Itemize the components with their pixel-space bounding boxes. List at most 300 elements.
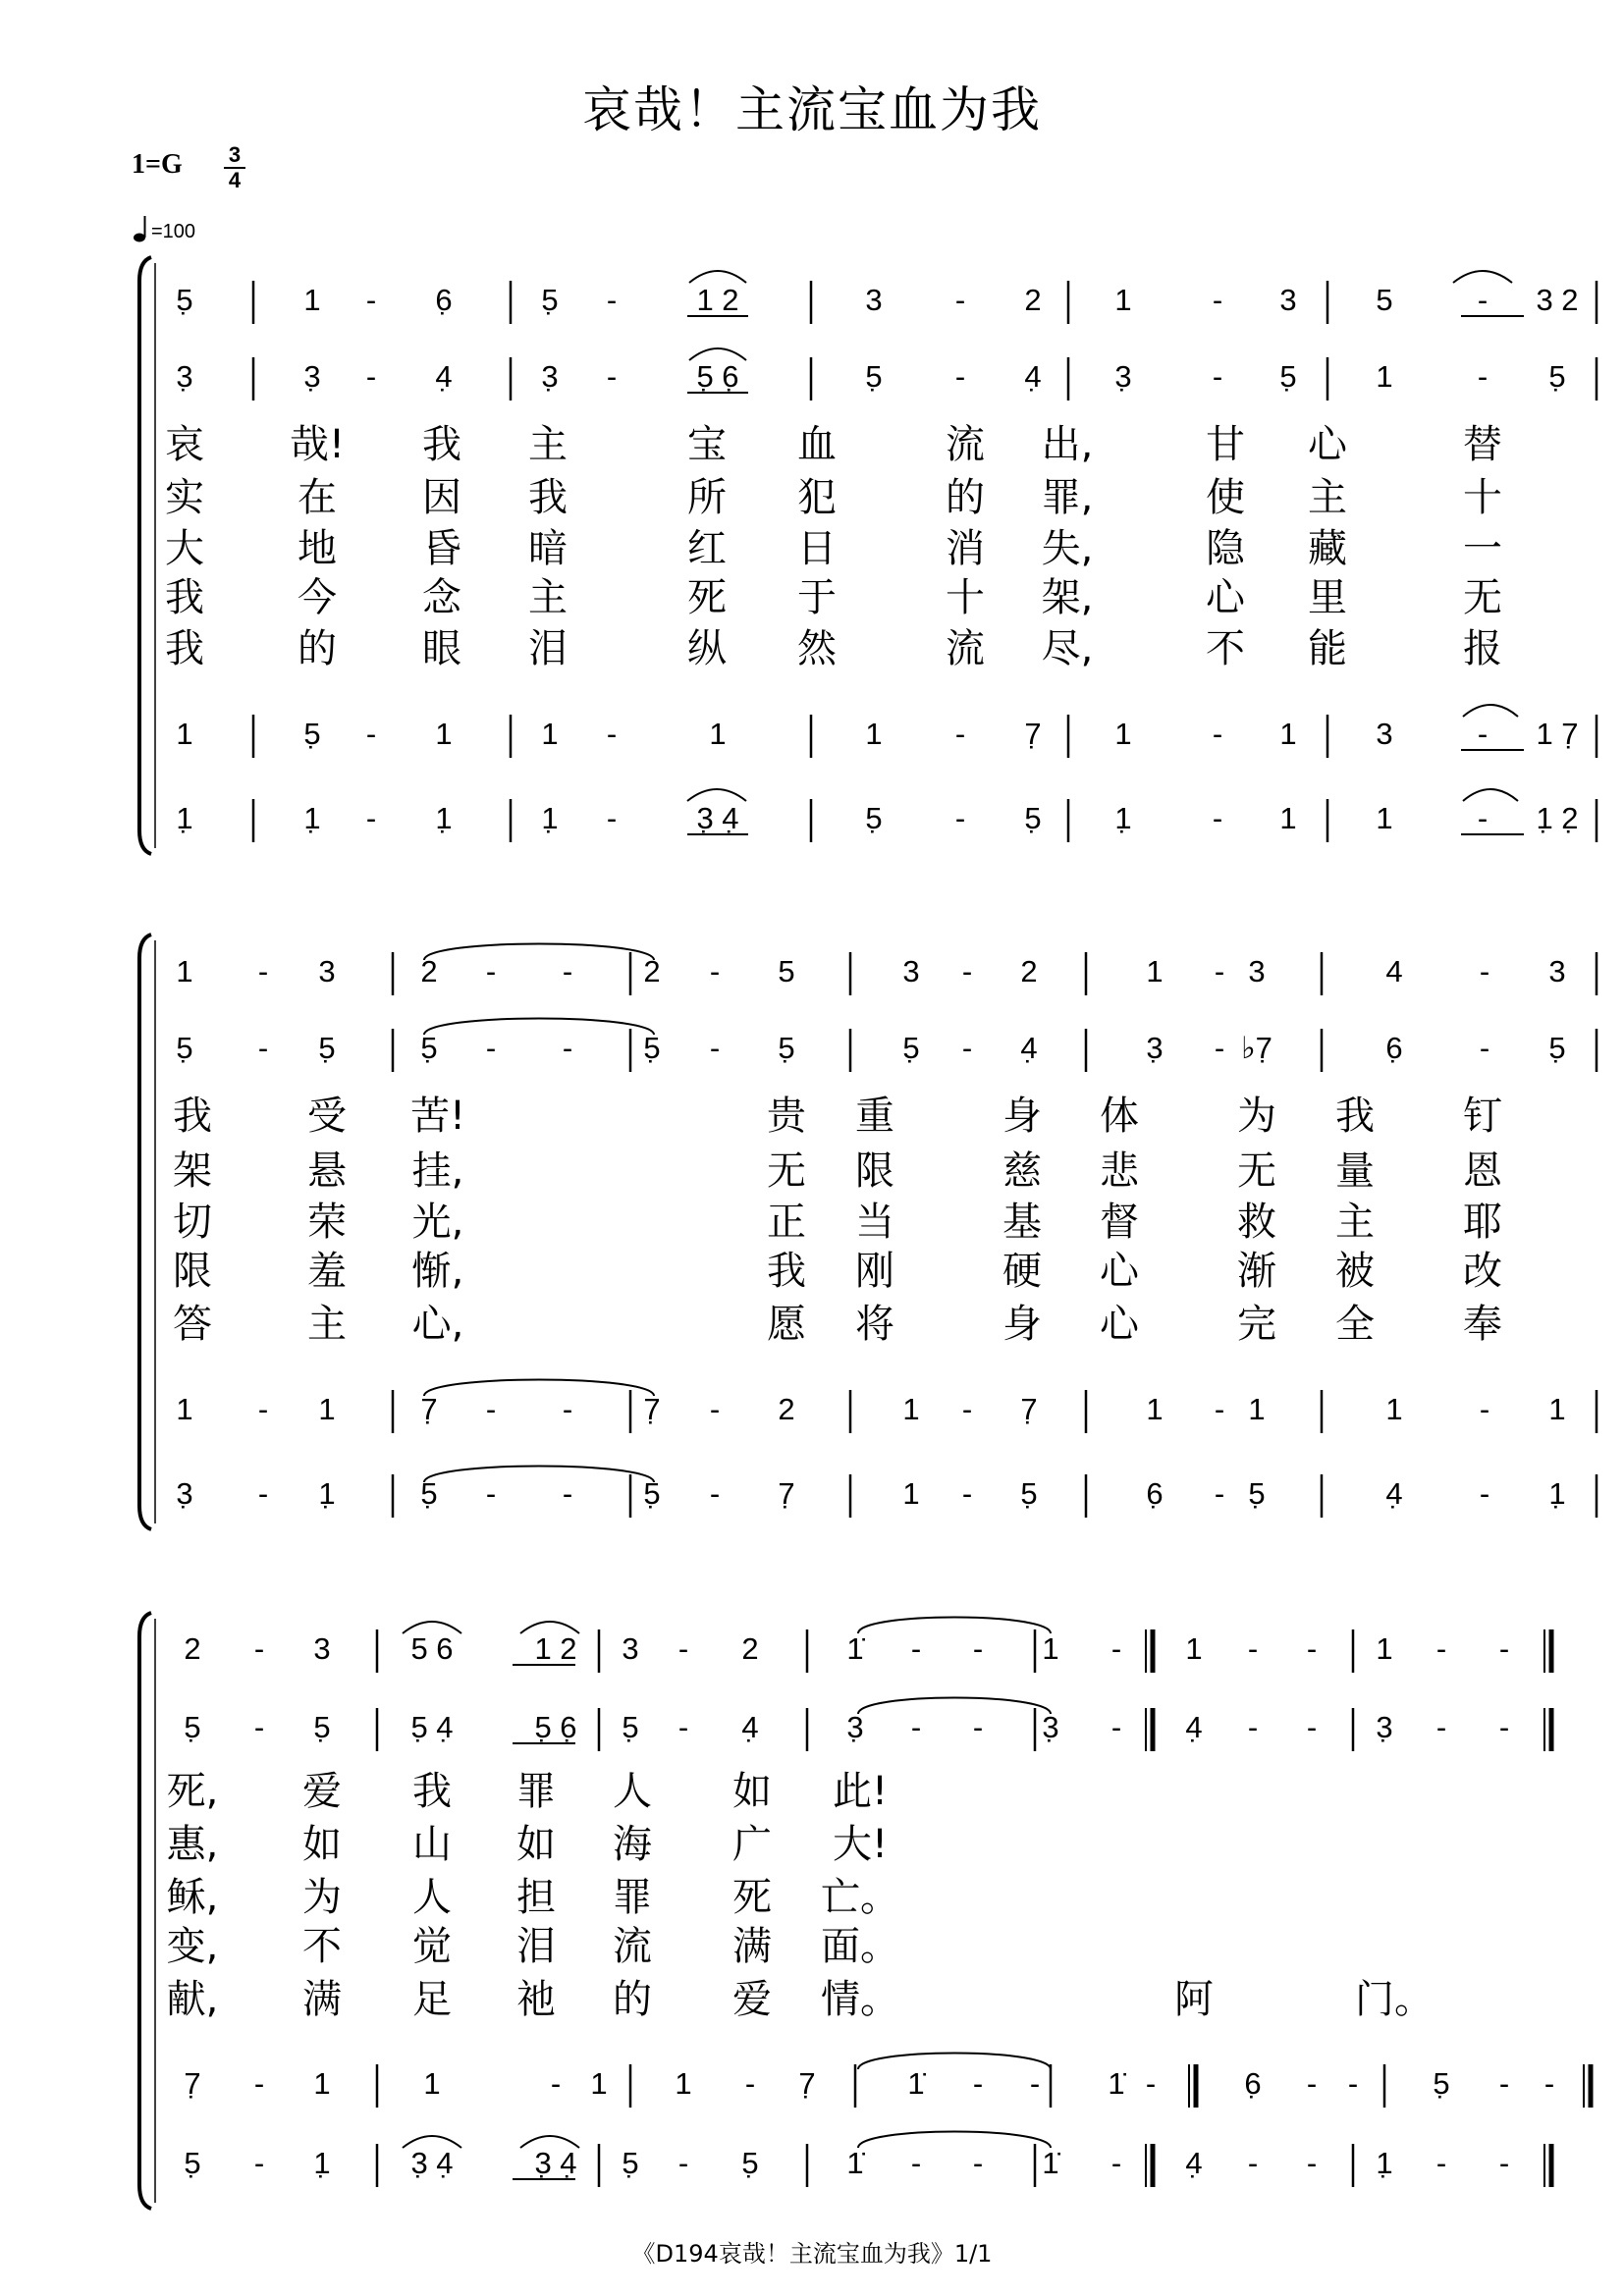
alto-token (1248, 1710, 1258, 1744)
bass-token (176, 1476, 192, 1511)
bass-token (622, 2146, 638, 2180)
lyric: 山 (412, 1822, 452, 1867)
bass-token (563, 1476, 572, 1511)
note: - (606, 283, 618, 317)
note: 4̣ (1185, 2146, 1203, 2180)
lyric: 藏 (1308, 526, 1347, 571)
bass-token (1248, 2146, 1258, 2180)
note: 1 (865, 717, 883, 751)
lyric: 无 (767, 1148, 806, 1194)
note: 1̣ (303, 801, 321, 835)
note: 1 (1248, 1392, 1266, 1426)
lyric: 稣, (166, 1875, 219, 1920)
alto-token (1024, 359, 1041, 394)
lyric: 完 (1237, 1302, 1276, 1347)
tie-arc (858, 2054, 1051, 2070)
lyric: 尽, (1041, 626, 1094, 671)
lyric: 地 (298, 526, 337, 571)
note: 6̣ (435, 283, 453, 317)
note: - (961, 1392, 973, 1426)
bass-token (1376, 2146, 1392, 2180)
alto-token (1376, 359, 1392, 394)
note: 4̣ (1185, 1710, 1203, 1744)
lyric: 答 (173, 1302, 212, 1347)
note: 1 (541, 717, 559, 751)
bass-token (1279, 801, 1296, 835)
tenor-token (962, 1392, 972, 1426)
note: 1̇ (1042, 2146, 1059, 2180)
note: - (257, 1476, 269, 1511)
tenor-token (1020, 1392, 1037, 1426)
note: 3̣ 4̣ (410, 2146, 454, 2180)
lyric: 主 (1308, 475, 1347, 520)
note: 7̣ (1024, 717, 1042, 751)
note: 1 (902, 1476, 920, 1511)
soprano-token (1307, 1631, 1317, 1666)
note: - (253, 1631, 265, 1666)
alto-token (1548, 1031, 1565, 1065)
tenor-token (955, 717, 965, 751)
lyric: 无 (1463, 575, 1502, 620)
alto-token (1544, 1708, 1551, 1751)
bass-token (973, 2146, 983, 2180)
lyric: 救 (1237, 1200, 1276, 1245)
alto-token (176, 359, 192, 394)
note: 2 (184, 1631, 201, 1666)
bass-token (1548, 1476, 1565, 1511)
note: 3̣ (541, 359, 559, 394)
lyric: 消 (946, 526, 985, 571)
soprano-token (607, 283, 617, 317)
lyric: 体 (1100, 1094, 1139, 1139)
note: - (485, 954, 497, 988)
alto-token (1499, 1710, 1509, 1744)
note: 1 (313, 2066, 331, 2101)
soprano-token (1376, 283, 1392, 317)
alto-token (420, 1031, 437, 1065)
note: - (562, 954, 573, 988)
tenor-token (435, 717, 452, 751)
tenor-token (313, 2066, 330, 2101)
note: 1̇ (907, 2066, 925, 2101)
lyric: 然 (797, 626, 837, 671)
bass-token (1146, 1476, 1163, 1511)
lyric: 的 (613, 1977, 652, 2022)
note: - (1214, 954, 1225, 988)
alto-token (1146, 1031, 1163, 1065)
note: - (1214, 1392, 1225, 1426)
note: 4̣ (1020, 1031, 1038, 1065)
note: - (954, 801, 966, 835)
lyric: 面。 (821, 1924, 899, 1969)
lyric: 失, (1041, 526, 1094, 571)
note: 1 (1185, 1631, 1203, 1666)
tenor-token (745, 2066, 755, 2101)
system-2 (139, 934, 1503, 1529)
note: 1 (590, 2066, 608, 2101)
tenor-token (420, 1392, 437, 1426)
note: - (910, 1631, 922, 1666)
alto-token (410, 1710, 453, 1744)
alto-token (1020, 1031, 1037, 1065)
note: 4̣ (1385, 1476, 1403, 1511)
soprano-token (258, 954, 268, 988)
bass-token (303, 801, 320, 835)
note: 3 (318, 954, 336, 988)
note: 1̣ (313, 2146, 331, 2180)
lyric: 泪 (528, 626, 568, 671)
lyric: 如 (516, 1822, 556, 1867)
bass-token (678, 2146, 688, 2180)
note: - (1479, 1476, 1490, 1511)
note: - (1306, 1710, 1318, 1744)
lyric: 情。 (821, 1977, 899, 2022)
note: - (954, 359, 966, 394)
lyric: 心 (1308, 422, 1347, 467)
note: 5 6 (410, 1631, 454, 1666)
lyric: 担 (516, 1875, 556, 1920)
note: 2 (643, 954, 661, 988)
tenor-token (1108, 2066, 1126, 2101)
note: 1 (176, 717, 193, 751)
lyric: 主 (528, 422, 568, 467)
note: - (954, 283, 966, 317)
alto-token (1385, 1031, 1402, 1065)
note: ♭7̣ (1241, 1031, 1272, 1065)
tenor-token (1536, 717, 1578, 751)
tenor-token (865, 717, 882, 751)
note: - (253, 1710, 265, 1744)
alto-token (318, 1031, 335, 1065)
bass-token (1436, 2146, 1446, 2180)
note: 6̣ (1385, 1031, 1403, 1065)
lyric: 限 (855, 1148, 894, 1194)
lyric: 流 (946, 422, 985, 467)
note: 7̣ (1020, 1392, 1038, 1426)
alto-token (534, 1710, 576, 1744)
bass-token (962, 1476, 972, 1511)
bass-token (1215, 1476, 1224, 1511)
soprano-token (1480, 954, 1489, 988)
soprano-token (1024, 283, 1041, 317)
lyric: 满 (732, 1924, 772, 1969)
bass-token (741, 2146, 758, 2180)
lyric: 觉 (412, 1924, 452, 1969)
bass-token (696, 801, 738, 835)
soprano-token (1111, 1631, 1121, 1666)
system-bracket (139, 257, 151, 854)
alto-token (902, 1031, 919, 1065)
note: - (954, 717, 966, 751)
note: 5̣ (643, 1031, 661, 1065)
lyric: 阿 (1174, 1977, 1214, 2022)
alto-token (846, 1710, 863, 1744)
note: 5̣ (865, 801, 883, 835)
alto-token (622, 1710, 638, 1744)
lyric: 我 (173, 1094, 212, 1139)
soprano-token (534, 1631, 576, 1666)
lyric: 海 (613, 1822, 652, 1867)
note: 5̣ 6̣ (696, 359, 739, 394)
lyric: 主 (1335, 1200, 1375, 1245)
tie-arc (858, 1698, 1051, 1715)
note: - (709, 1476, 721, 1511)
lyric: 心, (411, 1302, 464, 1347)
note: 1 (1376, 1631, 1393, 1666)
tenor-token (1114, 717, 1131, 751)
tenor-token (973, 2066, 983, 2101)
note: 5̣ (643, 1476, 661, 1511)
soprano-token (303, 283, 320, 317)
note: - (910, 1710, 922, 1744)
bass-token (1042, 2146, 1060, 2180)
lyric: 限 (173, 1249, 212, 1294)
note: - (972, 2146, 984, 2180)
bass-token (420, 1476, 437, 1511)
soprano-token (486, 954, 496, 988)
time-signature-bottom: 4 (228, 168, 242, 192)
note: - (1145, 2066, 1157, 2101)
soprano-token (973, 1631, 983, 1666)
alto-token (563, 1031, 572, 1065)
bass-token (1020, 1476, 1037, 1511)
lyric: 因 (422, 475, 461, 520)
note: 3̣ (1146, 1031, 1164, 1065)
tenor-token (1279, 717, 1296, 751)
note: - (1247, 2146, 1259, 2180)
note: 1 (1385, 1392, 1403, 1426)
note: - (562, 1476, 573, 1511)
lyric: 架 (173, 1148, 212, 1194)
lyric: 我 (528, 475, 568, 520)
lyric: 里 (1308, 575, 1347, 620)
note: 1 (675, 2066, 692, 2101)
note: 1 (435, 717, 453, 751)
bass-token (541, 801, 558, 835)
alto-token (696, 359, 738, 394)
tie-arc (858, 1618, 1051, 1634)
alto-token (486, 1031, 496, 1065)
lyric: 使 (1206, 475, 1245, 520)
bass-token (184, 2146, 200, 2180)
note: 3̣ 4̣ (534, 2146, 577, 2180)
lyric: 的 (946, 475, 985, 520)
note: - (972, 2066, 984, 2101)
lyric: 心 (1100, 1302, 1139, 1347)
note: 1̣ (318, 1476, 336, 1511)
soprano-token (1376, 1631, 1392, 1666)
soprano-token (176, 954, 192, 988)
lyric: 日 (797, 526, 837, 571)
soprano-token (1248, 1631, 1258, 1666)
slur (1463, 705, 1518, 717)
note: - (961, 954, 973, 988)
note: 1̣ (541, 801, 559, 835)
note: 1̣ (1548, 1476, 1566, 1511)
lyric: 慈 (1002, 1148, 1042, 1194)
alto-token (643, 1031, 660, 1065)
note: - (1498, 2066, 1510, 2101)
note: - (485, 1476, 497, 1511)
tenor-token (1376, 717, 1392, 751)
lyric: 死, (166, 1769, 219, 1814)
note: 5̣ (176, 1031, 193, 1065)
bass-token (710, 1476, 720, 1511)
lyric: 我 (412, 1769, 452, 1814)
note: 3̣ (303, 359, 321, 394)
alto-token (1480, 1031, 1489, 1065)
alto-token (741, 1710, 758, 1744)
alto-token (176, 1031, 192, 1065)
note: - (961, 1031, 973, 1065)
bass-token (643, 1476, 660, 1511)
lyric: 红 (687, 526, 727, 571)
soprano-token (911, 1631, 921, 1666)
note: 1 (303, 283, 321, 317)
note: 4 (1385, 954, 1403, 988)
note: 6̣ (1244, 2066, 1262, 2101)
tenor-token (1499, 2066, 1509, 2101)
lyric: 罪 (516, 1769, 556, 1814)
bass-token (534, 2146, 576, 2180)
lyric: 血 (797, 422, 837, 467)
lyric: 我 (767, 1249, 806, 1294)
tenor-token (1030, 2066, 1040, 2101)
tenor-token (541, 717, 558, 751)
lyric: 替 (1463, 422, 1502, 467)
lyric: 祂 (516, 1977, 556, 2022)
lyric: 身 (1002, 1302, 1042, 1347)
tenor-token (563, 1392, 572, 1426)
bass-token (1213, 801, 1222, 835)
lyric: 渐 (1237, 1249, 1276, 1294)
tie-arc (424, 1019, 654, 1036)
note: - (1306, 2066, 1318, 2101)
note: - (1477, 359, 1489, 394)
soprano-token (1385, 954, 1402, 988)
note: - (485, 1392, 497, 1426)
lyric: 愿 (767, 1302, 806, 1347)
note: 1 (1114, 717, 1132, 751)
lyric: 眼 (422, 626, 461, 671)
tenor-token (423, 2066, 440, 2101)
lyric: 刚 (855, 1249, 894, 1294)
tenor-token (710, 1392, 720, 1426)
note: - (1498, 2146, 1510, 2180)
note: 1 (1376, 359, 1393, 394)
alto-token (303, 359, 320, 394)
lyric: 将 (855, 1302, 894, 1347)
tenor-token (1584, 2064, 1591, 2108)
alto-token (1307, 1710, 1317, 1744)
lyric: 钉 (1463, 1094, 1502, 1139)
soprano-token (1536, 283, 1578, 317)
soprano-token (643, 954, 660, 988)
lyric: 爱 (302, 1769, 342, 1814)
lyric: 满 (302, 1977, 342, 2022)
tempo-value: =100 (151, 221, 196, 242)
tenor-token (1478, 717, 1488, 751)
note: 1 (709, 717, 727, 751)
tenor-token (184, 2066, 200, 2101)
note: - (709, 1392, 721, 1426)
lyric: 人 (613, 1769, 652, 1814)
alto-token (1548, 359, 1565, 394)
page-footer: 《D194哀哉！主流宝血为我》1/1 (631, 2240, 993, 2268)
note: - (910, 2146, 922, 2180)
note: - (550, 2066, 562, 2101)
bass-token (1385, 1476, 1402, 1511)
lyric: 督 (1100, 1200, 1139, 1245)
alto-token (1478, 359, 1488, 394)
soprano-token (313, 1631, 330, 1666)
note: - (485, 1031, 497, 1065)
note: 1̣ (1114, 801, 1132, 835)
lyric: 无 (1237, 1148, 1276, 1194)
tenor-token (798, 2066, 815, 2101)
tenor-token (1433, 2066, 1449, 2101)
note: 3 2 (1536, 283, 1579, 317)
note: - (677, 1710, 689, 1744)
bass-token (1024, 801, 1041, 835)
note: 3 (1248, 954, 1266, 988)
note: 2 (1020, 954, 1038, 988)
system-bracket (139, 934, 151, 1529)
soprano-token (1185, 1631, 1202, 1666)
tie-arc (424, 1380, 654, 1397)
note: 5̣ (865, 359, 883, 394)
system-bracket (139, 1613, 151, 2209)
soprano-token (563, 954, 572, 988)
bass-token (435, 801, 452, 835)
soprano-token (318, 954, 335, 988)
bass-token (486, 1476, 496, 1511)
note: - (562, 1392, 573, 1426)
slur (687, 789, 746, 801)
note: 1 (318, 1392, 336, 1426)
note: 1̣ (176, 801, 193, 835)
note: - (1212, 359, 1223, 394)
alto-token (1042, 1710, 1058, 1744)
alto-token (541, 359, 558, 394)
bass-token (318, 1476, 335, 1511)
lyric: 足 (412, 1977, 452, 2022)
note: 5̣ (176, 283, 193, 317)
note: 3 (865, 283, 883, 317)
note: - (1498, 1710, 1510, 1744)
note: 1 (1376, 801, 1393, 835)
note: - (677, 2146, 689, 2180)
lyric: 亡。 (821, 1875, 899, 1920)
note: 1 2 (696, 283, 739, 317)
soprano-token (1548, 954, 1565, 988)
note: - (1543, 2066, 1555, 2101)
soprano-token (1146, 954, 1163, 988)
note: 1 (176, 954, 193, 988)
lyric: 心 (1206, 575, 1245, 620)
soprano-token (902, 954, 919, 988)
lyric: 在 (298, 475, 337, 520)
bass-token (1478, 801, 1488, 835)
soprano-token (1499, 1631, 1509, 1666)
note: - (1306, 1631, 1318, 1666)
lyric: 大 (165, 526, 204, 571)
bass-token (1111, 2146, 1121, 2180)
lyric: 流 (613, 1924, 652, 1969)
alto-token (1213, 359, 1222, 394)
tenor-token (675, 2066, 691, 2101)
note: 5̣ (1433, 2066, 1450, 2101)
